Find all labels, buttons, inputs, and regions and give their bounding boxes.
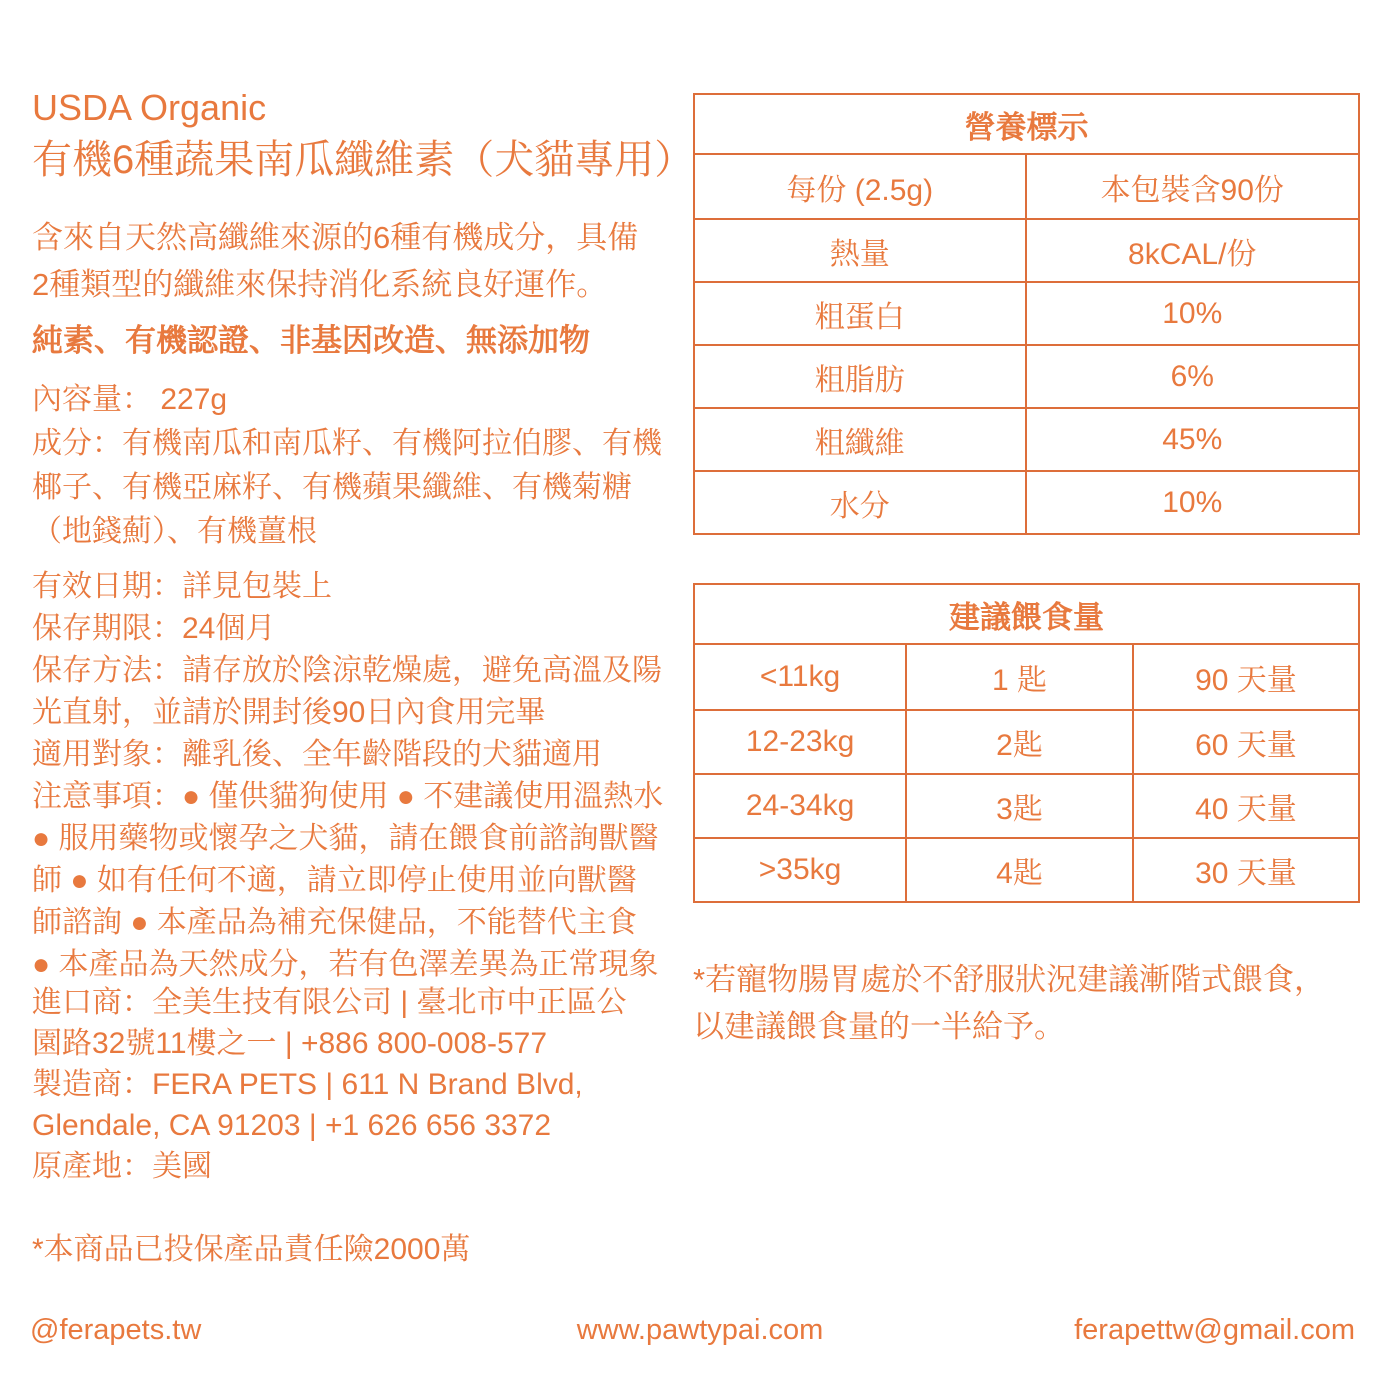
- claims-line: 純素、有機認證、非基因改造、無添加物: [32, 323, 590, 358]
- table-row: [695, 218, 1358, 281]
- origin-line: 原產地：美國: [32, 1150, 212, 1183]
- table-row: [695, 645, 1358, 709]
- ingredients-line: 成分：有機南瓜和南瓜籽、有機阿拉伯膠、有機: [32, 427, 662, 460]
- manufacturer-line: Glendale, CA 91203 | +1 626 656 3372: [32, 1109, 552, 1142]
- nutrition-label: 每份 (2.5g): [695, 155, 1027, 218]
- description-line: 含來自天然高纖維來源的6種有機成分，具備: [32, 220, 639, 255]
- footer-website: www.pawtypai.com: [576, 1314, 824, 1346]
- table-row: [695, 407, 1358, 470]
- feeding-note-line: 以建議餵食量的一半給予。: [693, 1009, 1065, 1044]
- scoop-amount: 1 匙: [907, 645, 1134, 709]
- product-description: [32, 214, 638, 308]
- table-row: [695, 470, 1358, 533]
- caution-line: 注意事項：● 僅供貓狗使用 ● 不建議使用溫熱水: [32, 780, 664, 813]
- scoop-amount: 3匙: [907, 775, 1134, 837]
- weight-range: 24-34kg: [695, 775, 907, 837]
- table-row: [695, 709, 1358, 773]
- insurance-note: *本商品已投保產品責任險2000萬: [32, 1233, 471, 1266]
- ingredients-line: （地錢薊）、有機薑根: [32, 515, 317, 548]
- importer-line: 園路32號11樓之一 | +886 800-008-577: [32, 1027, 548, 1060]
- feeding-note-line: *若寵物腸胃處於不舒服狀況建議漸階式餵食，: [693, 962, 1326, 997]
- caution-line: ● 服用藥物或懷孕之犬貓，請在餵食前諮詢獸醫: [32, 822, 659, 855]
- weight-range: 12-23kg: [695, 711, 907, 773]
- storage-line: 光直射，並請於開封後90日內食用完畢: [32, 696, 546, 729]
- product-title: 有機6種蔬果南瓜纖維素（犬貓專用）: [32, 138, 695, 182]
- table-row: [695, 344, 1358, 407]
- description-line: 2種類型的纖維來保持消化系統良好運作。: [32, 267, 608, 302]
- nutrition-value: 8kCAL/份: [1128, 237, 1257, 271]
- nutrition-value: 6%: [1170, 359, 1214, 393]
- feeding-note: [693, 956, 1383, 1050]
- nutrition-table: [693, 93, 1360, 535]
- ingredients-line: 椰子、有機亞麻籽、有機蘋果纖維、有機菊糖: [32, 471, 632, 504]
- nutrition-label: 粗蛋白: [695, 283, 1027, 344]
- nutrition-value: 10%: [1162, 485, 1223, 519]
- nutrition-label: 水分: [695, 472, 1027, 533]
- company-info: [32, 982, 682, 1187]
- importer-line: 進口商：全美生技有限公司 | 臺北市中正區公: [32, 986, 627, 1019]
- feeding-table-title: 建議餵食量: [695, 585, 1358, 645]
- supply-duration: 30 天量: [1195, 857, 1297, 890]
- footer-email: ferapettw@gmail.com: [1074, 1314, 1355, 1346]
- footer-instagram: @ferapets.tw: [30, 1314, 202, 1346]
- weight-range: <11kg: [695, 645, 907, 709]
- weight-range: >35kg: [695, 839, 907, 901]
- nutrition-label: 粗脂肪: [695, 346, 1027, 407]
- brand-line: USDA Organic: [32, 87, 267, 128]
- nutrition-label: 粗纖維: [695, 409, 1027, 470]
- nutrition-value: 45%: [1162, 422, 1223, 456]
- feeding-table: [693, 583, 1360, 903]
- supply-duration: 90 天量: [1195, 664, 1297, 697]
- nutrition-value: 10%: [1162, 296, 1223, 330]
- supply-duration: 60 天量: [1195, 729, 1297, 762]
- expiry-line: 有效日期：詳見包裝上: [32, 570, 332, 603]
- supply-duration: 40 天量: [1195, 793, 1297, 826]
- net-weight-line: 內容量： 227g: [32, 383, 228, 416]
- nutrition-table-title: 營養標示: [695, 95, 1358, 155]
- nutrition-value: 本包裝含90份: [1100, 173, 1284, 207]
- manufacturer-line: 製造商：FERA PETS | 611 N Brand Blvd,: [32, 1068, 583, 1101]
- storage-line: 保存方法：請存放於陰涼乾燥處，避免高溫及陽: [32, 654, 662, 687]
- shelf-life-line: 保存期限：24個月: [32, 612, 276, 645]
- scoop-amount: 4匙: [907, 839, 1134, 901]
- table-row: [695, 773, 1358, 837]
- usage-info: [32, 566, 692, 986]
- caution-line: 師 ● 如有任何不適，請立即停止使用並向獸醫: [32, 864, 637, 897]
- product-info: [32, 378, 682, 554]
- nutrition-label: 熱量: [695, 220, 1027, 281]
- scoop-amount: 2匙: [907, 711, 1134, 773]
- target-line: 適用對象：離乳後、全年齡階段的犬貓適用: [32, 738, 602, 771]
- table-row: [695, 281, 1358, 344]
- table-row: [695, 155, 1358, 218]
- table-row: [695, 837, 1358, 901]
- caution-line: 師諮詢 ● 本產品為補充保健品，不能替代主食: [32, 906, 637, 939]
- caution-line: ● 本產品為天然成分，若有色澤差異為正常現象: [32, 948, 659, 981]
